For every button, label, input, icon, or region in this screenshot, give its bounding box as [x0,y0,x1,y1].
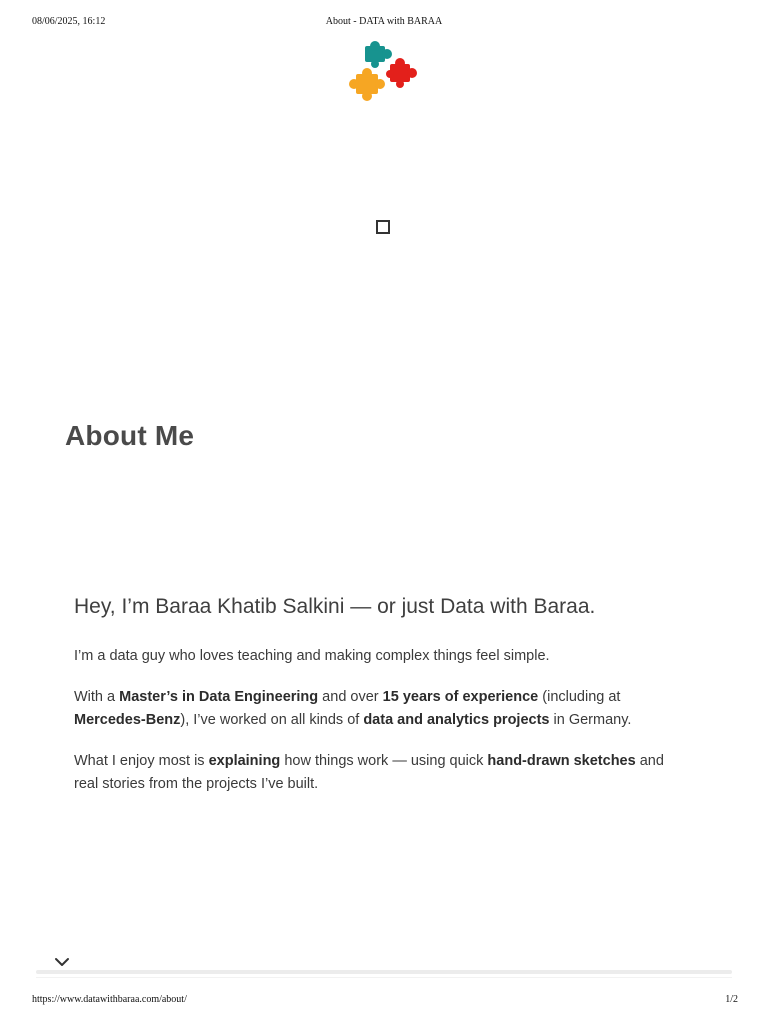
puzzle-pieces-logo-icon[interactable] [348,40,424,104]
text-segment: (including at [538,689,621,705]
intro-heading: Hey, I’m Baraa Khatib Salkini — or just Data with Baraa. [74,595,596,618]
emphasis-sketches: hand-drawn sketches [487,753,636,769]
teaching-paragraph [74,750,674,796]
text-segment: and over [318,689,383,705]
text-segment: in Germany. [549,712,632,728]
emphasis-mercedes: Mercedes-Benz [74,712,181,728]
page-title: About Me [65,420,195,451]
text-segment: how things work — using quick [280,753,488,769]
teal-puzzle-piece [365,41,392,68]
text-segment: and real stories from the projects I’ve built. [74,753,664,792]
emphasis-projects: data and analytics projects [363,712,550,728]
print-page-number: 1/2 [725,994,738,1005]
print-datetime: 08/06/2025, 16:12 [32,16,106,27]
emphasis-masters: Master’s in Data Engineering [119,689,319,705]
text-segment: With a [74,689,120,705]
menu-toggle-icon[interactable] [376,220,390,234]
footer-divider-line [36,977,732,978]
experience-paragraph [74,686,674,732]
text-segment: ), I’ve worked on all kinds of [180,712,364,728]
emphasis-explaining: explaining [208,753,281,769]
text-segment: What I enjoy most is [74,753,209,769]
emphasis-experience: 15 years of experience [382,689,539,705]
print-url: https://www.datawithbaraa.com/about/ [32,994,187,1005]
intro-paragraph: I’m a data guy who loves teaching and making complex things feel simple. [74,648,550,664]
orange-puzzle-piece [349,68,385,101]
about-section [74,594,674,814]
print-footer [0,994,768,1008]
footer-divider [36,970,732,974]
red-puzzle-piece [386,58,417,88]
print-document-title: About - DATA with BARAA [325,16,443,27]
print-header [0,16,768,32]
chevron-down-icon[interactable] [54,956,70,968]
